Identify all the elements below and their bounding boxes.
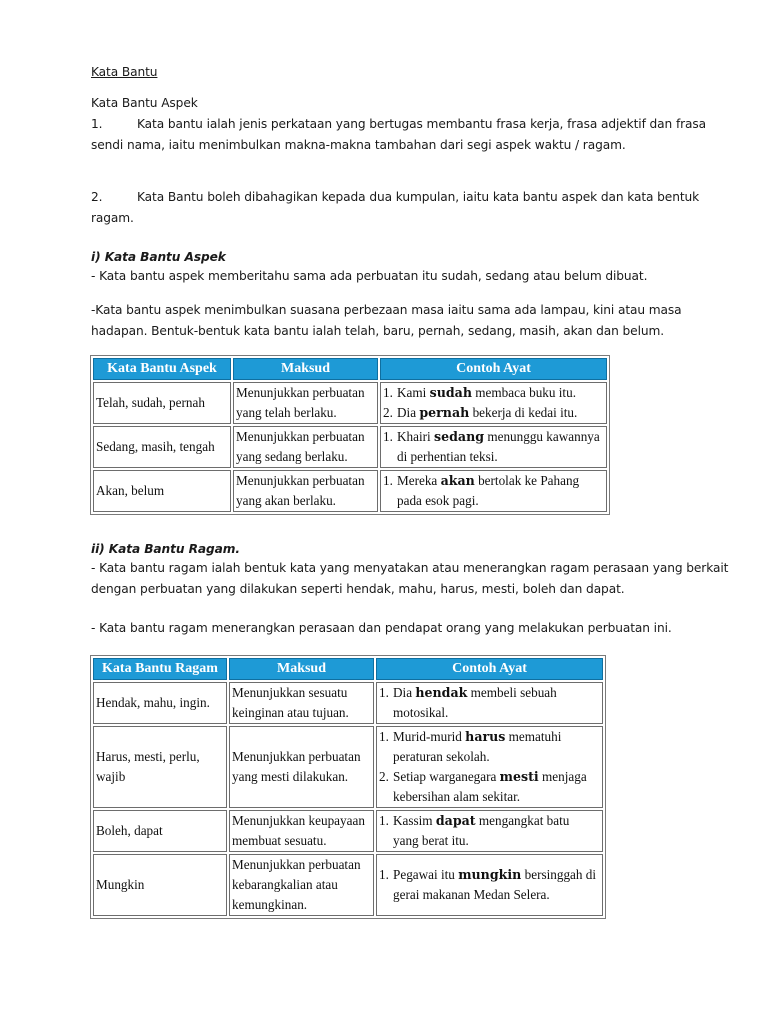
point-2-line-1 [91, 187, 700, 208]
example-item [379, 865, 600, 885]
contoh-cell [380, 470, 607, 512]
example-text: Mereka [397, 473, 441, 488]
example-number: 1. [379, 729, 389, 744]
maksud-line: membuat sesuatu. [232, 833, 327, 848]
example-item [379, 767, 600, 787]
section-2-heading: ii) Kata Bantu Ragam. [91, 542, 240, 556]
contoh-cell [380, 426, 607, 468]
section-2-bullet-1 [91, 558, 729, 600]
section-1-bullet-2 [91, 300, 691, 342]
section-1-bullet-2-line-1: -Kata bantu aspek menimbulkan suasana perbezaan masa iaitu sama ada lampau, kini atau masa [91, 303, 682, 317]
example-number: 1. [383, 473, 393, 488]
maksud-line: kebarangkalian atau [232, 877, 338, 892]
maksud-cell [229, 682, 374, 724]
table-row [93, 726, 603, 808]
kata-bantu-ragam-table [90, 655, 606, 919]
example-keyword: sedang [434, 429, 485, 444]
example-text: Dia [397, 405, 420, 420]
example-text: membaca buku itu. [471, 385, 576, 400]
maksud-line: Menunjukkan perbuatan [236, 385, 365, 400]
example-continuation: peraturan sekolah. [393, 749, 490, 764]
table-row [93, 810, 603, 852]
example-keyword: mungkin [458, 867, 522, 882]
maksud-cell [233, 382, 378, 424]
maksud-line: yang telah berlaku. [236, 405, 337, 420]
example-continuation: yang berat itu. [393, 833, 469, 848]
word-cell: Telah, sudah, pernah [93, 382, 231, 424]
example-text: Dia [393, 685, 416, 700]
maksud-line: keinginan atau tujuan. [232, 705, 349, 720]
example-number: 1. [379, 867, 389, 882]
maksud-line: yang akan berlaku. [236, 493, 336, 508]
example-item [379, 811, 600, 831]
example-continuation: di perhentian teksi. [397, 449, 498, 464]
word-line: Harus, mesti, perlu, [96, 749, 200, 764]
point-2-number: 2. [91, 190, 103, 204]
point-1-text: Kata bantu ialah jenis perkataan yang bertugas membantu frasa kerja, frasa adjektif dan frasa [137, 117, 707, 131]
example-text: Kassim [393, 813, 436, 828]
example-text: Khairi [397, 429, 434, 444]
example-item [383, 383, 604, 403]
maksud-line: yang mesti dilakukan. [232, 769, 349, 784]
point-1-line-1 [91, 114, 707, 135]
table-row [93, 382, 607, 424]
example-continuation: motosikal. [393, 705, 449, 720]
example-keyword: akan [440, 473, 475, 488]
point-1-line-2: sendi nama, iaitu menimbulkan makna-makna tambahan dari segi aspek waktu / ragam. [91, 138, 626, 152]
maksud-line: Menunjukkan perbuatan [232, 857, 361, 872]
example-keyword: harus [465, 729, 506, 744]
example-text: menunggu kawannya [484, 429, 600, 444]
example-keyword: hendak [415, 685, 468, 700]
example-number: 1. [383, 385, 393, 400]
section-1-heading: i) Kata Bantu Aspek [91, 250, 226, 264]
word-cell [93, 726, 227, 808]
contoh-cell [376, 854, 603, 916]
table-header-cell: Kata Bantu Ragam [93, 658, 227, 680]
example-text: membeli sebuah [467, 685, 557, 700]
example-number: 1. [379, 685, 389, 700]
contoh-cell [376, 810, 603, 852]
example-text: bekerja di kedai itu. [469, 405, 578, 420]
example-text: Kami [397, 385, 430, 400]
maksud-cell [229, 854, 374, 916]
example-text: Pegawai itu [393, 867, 459, 882]
page-title: Kata Bantu [91, 65, 158, 79]
table-row [93, 682, 603, 724]
table-header-row [93, 358, 607, 380]
point-2-text: Kata Bantu boleh dibahagikan kepada dua kumpulan, iaitu kata bantu aspek dan kata bentuk [137, 190, 700, 204]
example-text: menjaga [538, 769, 587, 784]
kata-bantu-aspek-table [90, 355, 610, 515]
maksud-line: Menunjukkan sesuatu [232, 685, 348, 700]
point-1-number: 1. [91, 117, 103, 131]
section-1-bullet-2-line-2: hadapan. Bentuk-bentuk kata bantu ialah telah, baru, pernah, sedang, masih, akan dan belum. [91, 324, 665, 338]
heading-kata-bantu-aspek: Kata Bantu Aspek [91, 96, 198, 110]
example-continuation: pada esok pagi. [397, 493, 479, 508]
example-number: 2. [383, 405, 393, 420]
example-continuation: gerai makanan Medan Selera. [393, 887, 550, 902]
example-number: 1. [379, 813, 389, 828]
example-keyword: sudah [429, 385, 472, 400]
maksud-line: kemungkinan. [232, 897, 308, 912]
point-1 [91, 114, 707, 156]
maksud-cell [233, 426, 378, 468]
table-header-cell: Kata Bantu Aspek [93, 358, 231, 380]
example-keyword: dapat [435, 813, 476, 828]
example-text: mengangkat batu [475, 813, 570, 828]
table-header-cell: Contoh Ayat [376, 658, 603, 680]
example-text: mematuhi [505, 729, 562, 744]
example-item [383, 403, 604, 423]
example-continuation: kebersihan alam sekitar. [393, 789, 521, 804]
maksud-line: Menunjukkan perbuatan [236, 429, 365, 444]
contoh-cell [376, 726, 603, 808]
example-item [383, 427, 604, 447]
word-cell: Hendak, mahu, ingin. [93, 682, 227, 724]
table-row [93, 426, 607, 468]
section-2-bullet-1-line-1: - Kata bantu ragam ialah bentuk kata yang menyatakan atau menerangkan ragam perasaan yang berkait [91, 561, 729, 575]
example-text: bertolak ke Pahang [474, 473, 580, 488]
maksud-line: Menunjukkan keupayaan [232, 813, 365, 828]
example-text: bersinggah di [521, 867, 597, 882]
example-keyword: pernah [419, 405, 470, 420]
word-cell: Mungkin [93, 854, 227, 916]
example-item [379, 683, 600, 703]
point-2-line-2: ragam. [91, 211, 134, 225]
word-cell: Boleh, dapat [93, 810, 227, 852]
section-1-bullet-1: - Kata bantu aspek memberitahu sama ada perbuatan itu sudah, sedang atau belum dibuat. [91, 269, 648, 283]
table-header-cell: Maksud [233, 358, 378, 380]
example-number: 2. [379, 769, 389, 784]
contoh-cell [376, 682, 603, 724]
table-row [93, 470, 607, 512]
point-2 [91, 187, 700, 229]
maksud-cell [233, 470, 378, 512]
section-2-bullet-2: - Kata bantu ragam menerangkan perasaan dan pendapat orang yang melakukan perbuatan ini. [91, 621, 672, 635]
word-cell: Akan, belum [93, 470, 231, 512]
section-2-bullet-1-line-2: dengan perbuatan yang dilakukan seperti hendak, mahu, harus, mesti, boleh dan dapat. [91, 582, 625, 596]
example-item [383, 471, 604, 491]
example-text: Murid-murid [393, 729, 466, 744]
word-cell: Sedang, masih, tengah [93, 426, 231, 468]
contoh-cell [380, 382, 607, 424]
maksud-cell [229, 726, 374, 808]
example-text: Setiap warganegara [393, 769, 500, 784]
maksud-line: Menunjukkan perbuatan [232, 749, 361, 764]
maksud-line: yang sedang berlaku. [236, 449, 348, 464]
table-header-cell: Contoh Ayat [380, 358, 607, 380]
example-number: 1. [383, 429, 393, 444]
example-item [379, 727, 600, 747]
table-header-cell: Maksud [229, 658, 374, 680]
example-keyword: mesti [499, 769, 539, 784]
maksud-cell [229, 810, 374, 852]
table-header-row [93, 658, 603, 680]
table-row [93, 854, 603, 916]
word-line: wajib [96, 769, 126, 784]
maksud-line: Menunjukkan perbuatan [236, 473, 365, 488]
